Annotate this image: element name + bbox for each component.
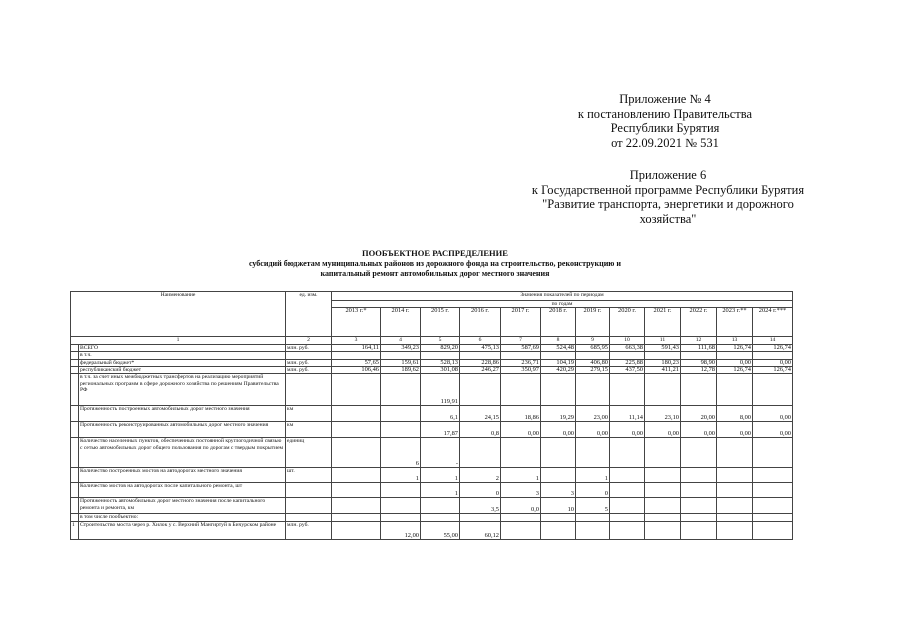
header-years-cell: по годам <box>332 301 793 308</box>
row-value-cell <box>717 438 753 468</box>
row-value-cell <box>717 468 753 483</box>
row-name-cell: Строительство моста через р. Хилок у с. Верхний Мангиртуй в Бичурском районе <box>79 522 286 540</box>
row-value-cell: 411,21 <box>645 367 681 374</box>
row-value-cell <box>332 422 381 438</box>
row-value-cell: 0,00 <box>576 422 610 438</box>
row-value-cell: 0 <box>576 483 610 498</box>
document-title-main: ПООБЪЕКТНОЕ РАСПРЕДЕЛЕНИЕ <box>362 248 508 258</box>
row-value-cell <box>332 498 381 514</box>
row-value-cell: 0,00 <box>610 422 645 438</box>
row-value-cell <box>645 438 681 468</box>
row-number-cell <box>71 359 79 366</box>
row-value-cell <box>381 374 421 406</box>
year-header-cell: 2013 г.* <box>332 308 381 337</box>
row-value-cell <box>460 352 501 359</box>
row-value-cell: 23,10 <box>645 406 681 422</box>
row-value-cell: 1 <box>576 468 610 483</box>
appendix-4-date: от 22.09.2021 № 531 <box>611 135 719 150</box>
row-value-cell <box>681 438 717 468</box>
column-number-cell: 10 <box>610 337 645 344</box>
row-value-cell: 0,00 <box>645 422 681 438</box>
row-value-cell: 2 <box>460 468 501 483</box>
row-unit-cell: млн. руб. <box>286 367 332 374</box>
row-value-cell <box>645 498 681 514</box>
row-value-cell <box>645 483 681 498</box>
row-value-cell <box>501 514 541 522</box>
row-value-cell: 180,23 <box>645 359 681 366</box>
column-number-cell: 13 <box>717 337 753 344</box>
row-value-cell: 126,74 <box>753 367 793 374</box>
table-row <box>71 422 793 438</box>
column-number-cell: 6 <box>460 337 501 344</box>
row-value-cell <box>717 483 753 498</box>
row-value-cell <box>681 522 717 540</box>
row-value-cell <box>576 514 610 522</box>
row-value-cell <box>576 374 610 406</box>
distribution-table <box>70 291 793 540</box>
appendix-6-program-name: "Развитие транспорта, энергетики и дорожного <box>542 197 794 211</box>
row-value-cell: 0,00 <box>753 422 793 438</box>
row-number-cell <box>71 438 79 468</box>
column-number-cell: 9 <box>576 337 610 344</box>
row-name-cell: республиканский бюджет <box>79 367 286 374</box>
row-value-cell: 126,74 <box>717 344 753 351</box>
column-number-cell: 12 <box>681 337 717 344</box>
row-value-cell: 587,69 <box>501 344 541 351</box>
year-header-cell: 2022 г. <box>681 308 717 337</box>
row-value-cell <box>381 406 421 422</box>
row-number-cell <box>71 483 79 498</box>
row-value-cell <box>753 522 793 540</box>
table-row <box>71 514 793 522</box>
table-row <box>71 359 793 366</box>
row-value-cell <box>753 352 793 359</box>
table-row <box>71 352 793 359</box>
row-unit-cell: км <box>286 422 332 438</box>
row-value-cell <box>610 498 645 514</box>
row-value-cell <box>753 498 793 514</box>
row-value-cell <box>501 374 541 406</box>
row-unit-cell: км <box>286 406 332 422</box>
row-name-cell: Протяженность реконструированных автомобильных дорог местного значения <box>79 422 286 438</box>
appendix-6-header <box>508 168 828 226</box>
column-number-cell: 7 <box>501 337 541 344</box>
row-value-cell <box>681 498 717 514</box>
table-row <box>71 344 793 351</box>
year-header-cell: 2015 г. <box>421 308 460 337</box>
row-value-cell <box>421 352 460 359</box>
row-value-cell: 60,12 <box>460 522 501 540</box>
row-value-cell <box>460 514 501 522</box>
row-name-cell: в т.ч. за счет иных межбюджетных трансфертов на реализацию мероприятий региональных программ в сфере дорожного хозяйства по решениям Правительства РФ <box>79 374 286 406</box>
appendix-6-title: Приложение 6 <box>629 168 707 182</box>
row-value-cell <box>501 352 541 359</box>
document-title <box>150 248 720 280</box>
year-header-cell: 2018 г. <box>541 308 576 337</box>
column-number-cell: 11 <box>645 337 681 344</box>
row-value-cell <box>645 374 681 406</box>
row-value-cell: 246,27 <box>460 367 501 374</box>
table-row <box>71 406 793 422</box>
year-header-cell: 2016 г. <box>460 308 501 337</box>
row-unit-cell: единиц <box>286 438 332 468</box>
row-value-cell <box>753 438 793 468</box>
row-value-cell <box>332 438 381 468</box>
row-value-cell: 11,14 <box>610 406 645 422</box>
row-value-cell <box>753 514 793 522</box>
row-value-cell: 3,5 <box>460 498 501 514</box>
appendix-4-title: Приложение № 4 <box>619 92 711 106</box>
row-value-cell: 591,43 <box>645 344 681 351</box>
row-value-cell <box>460 438 501 468</box>
row-value-cell: 0,00 <box>717 422 753 438</box>
row-value-cell <box>576 352 610 359</box>
row-number-cell: 1 <box>71 522 79 540</box>
row-value-cell: 189,62 <box>381 367 421 374</box>
row-value-cell <box>753 374 793 406</box>
row-name-cell: Количество населенных пунктов, обеспеченных постоянной круглогодичной связью с сетью автомобильных дорог общего пользования по дорогам с твердым покрытием <box>79 438 286 468</box>
row-unit-cell: млн. руб. <box>286 344 332 351</box>
row-value-cell: 0,8 <box>460 422 501 438</box>
year-header-cell: 2019 г. <box>576 308 610 337</box>
row-value-cell <box>541 438 576 468</box>
row-unit-cell <box>286 483 332 498</box>
row-value-cell: 0,00 <box>501 422 541 438</box>
row-value-cell: 236,71 <box>501 359 541 366</box>
year-header-cell: 2024 г.*** <box>753 308 793 337</box>
row-unit-cell <box>286 514 332 522</box>
document-title-subtitle-end: капитальный ремонт автомобильных дорог местного значения <box>320 269 550 278</box>
row-value-cell: 0,00 <box>717 359 753 366</box>
row-number-cell <box>71 422 79 438</box>
row-value-cell <box>421 514 460 522</box>
table-row <box>71 468 793 483</box>
row-name-cell: федеральный бюджет* <box>79 359 286 366</box>
row-value-cell: 524,48 <box>541 344 576 351</box>
row-name-cell: Протяженность автомобильных дорог местного значения после капитального ремонта и ремонта, км <box>79 498 286 514</box>
appendix-4-republic: Республики Бурятия <box>610 121 720 135</box>
row-value-cell: 228,86 <box>460 359 501 366</box>
row-value-cell: 0,00 <box>541 422 576 438</box>
year-header-cell: 2020 г. <box>610 308 645 337</box>
row-value-cell: 10 <box>541 498 576 514</box>
row-value-cell: 12,78 <box>681 367 717 374</box>
row-value-cell <box>541 352 576 359</box>
row-value-cell: 17,87 <box>421 422 460 438</box>
row-value-cell <box>610 483 645 498</box>
row-value-cell <box>541 468 576 483</box>
row-value-cell: 0,00 <box>753 406 793 422</box>
row-value-cell <box>541 514 576 522</box>
row-value-cell <box>681 374 717 406</box>
row-value-cell <box>332 483 381 498</box>
row-value-cell <box>541 374 576 406</box>
column-number-cell: 3 <box>332 337 381 344</box>
row-value-cell: 18,86 <box>501 406 541 422</box>
row-value-cell: 106,46 <box>332 367 381 374</box>
row-value-cell: 0,0 <box>501 498 541 514</box>
column-number-cell: 2 <box>286 337 332 344</box>
row-value-cell: 8,00 <box>717 406 753 422</box>
row-value-cell <box>576 438 610 468</box>
year-header-cell: 2021 г. <box>645 308 681 337</box>
row-value-cell <box>541 522 576 540</box>
row-value-cell: 23,00 <box>576 406 610 422</box>
row-value-cell: 350,97 <box>501 367 541 374</box>
row-unit-cell <box>286 498 332 514</box>
row-number-cell <box>71 374 79 406</box>
year-header-cell: 2017 г. <box>501 308 541 337</box>
row-value-cell <box>610 438 645 468</box>
row-value-cell: 685,95 <box>576 344 610 351</box>
row-value-cell <box>645 468 681 483</box>
row-value-cell <box>501 438 541 468</box>
row-value-cell <box>332 514 381 522</box>
row-name-cell: ВСЕГО <box>79 344 286 351</box>
header-values-cell: Значения показателей по периодам <box>332 292 793 301</box>
row-value-cell <box>332 406 381 422</box>
row-value-cell <box>421 498 460 514</box>
row-name-cell: Количество мостов на автодорогах после капитального ремонта, шт <box>79 483 286 498</box>
row-value-cell <box>717 522 753 540</box>
row-value-cell <box>332 468 381 483</box>
row-value-cell <box>717 352 753 359</box>
row-value-cell: 164,11 <box>332 344 381 351</box>
row-value-cell <box>610 374 645 406</box>
table-row <box>71 483 793 498</box>
row-value-cell: 420,29 <box>541 367 576 374</box>
row-value-cell <box>332 352 381 359</box>
row-value-cell: - <box>421 438 460 468</box>
row-value-cell: 6 <box>381 438 421 468</box>
table-row <box>71 522 793 540</box>
row-value-cell: 1 <box>421 483 460 498</box>
row-value-cell <box>645 522 681 540</box>
row-value-cell <box>717 374 753 406</box>
row-value-cell: 12,00 <box>381 522 421 540</box>
row-value-cell: 349,23 <box>381 344 421 351</box>
row-value-cell <box>332 374 381 406</box>
row-value-cell: 1 <box>501 468 541 483</box>
row-value-cell <box>717 514 753 522</box>
row-value-cell <box>381 483 421 498</box>
row-value-cell: 406,80 <box>576 359 610 366</box>
row-value-cell: 225,88 <box>610 359 645 366</box>
row-unit-cell: млн. руб. <box>286 522 332 540</box>
row-value-cell: 301,08 <box>421 367 460 374</box>
table-row <box>71 498 793 514</box>
row-value-cell <box>753 483 793 498</box>
column-number-cell: 14 <box>753 337 793 344</box>
row-number-cell <box>71 406 79 422</box>
row-name-cell: Протяженность построенных автомобильных дорог местного значения <box>79 406 286 422</box>
row-value-cell: 159,61 <box>381 359 421 366</box>
year-header-cell: 2014 г. <box>381 308 421 337</box>
appendix-6-program-name-end: хозяйства" <box>639 211 697 226</box>
column-number-cell: 1 <box>71 337 286 344</box>
row-name-cell: в т.ч. <box>79 352 286 359</box>
row-number-cell <box>71 352 79 359</box>
row-value-cell <box>717 498 753 514</box>
row-value-cell: 3 <box>541 483 576 498</box>
row-value-cell <box>460 374 501 406</box>
row-value-cell <box>753 468 793 483</box>
row-value-cell: 1 <box>381 468 421 483</box>
row-value-cell: 5 <box>576 498 610 514</box>
row-value-cell: 24,15 <box>460 406 501 422</box>
row-value-cell <box>381 514 421 522</box>
row-value-cell: 126,74 <box>753 344 793 351</box>
appendix-4-header <box>555 92 775 150</box>
row-value-cell <box>576 522 610 540</box>
column-number-cell: 5 <box>421 337 460 344</box>
row-value-cell <box>381 498 421 514</box>
row-value-cell: 119,91 <box>421 374 460 406</box>
row-unit-cell: млн. руб. <box>286 359 332 366</box>
table-row <box>71 367 793 374</box>
row-value-cell: 111,68 <box>681 344 717 351</box>
appendix-4-resolution: к постановлению Правительства <box>577 106 753 121</box>
row-number-cell <box>71 514 79 522</box>
header-name-cell: Наименование <box>71 292 286 337</box>
row-value-cell <box>681 483 717 498</box>
column-number-cell: 8 <box>541 337 576 344</box>
row-value-cell: 98,90 <box>681 359 717 366</box>
row-number-cell <box>71 498 79 514</box>
row-value-cell: 19,29 <box>541 406 576 422</box>
row-value-cell: 20,00 <box>681 406 717 422</box>
row-value-cell <box>610 468 645 483</box>
row-value-cell <box>681 468 717 483</box>
row-value-cell <box>610 352 645 359</box>
row-number-cell <box>71 344 79 351</box>
year-header-cell: 2023 г.** <box>717 308 753 337</box>
row-value-cell <box>610 514 645 522</box>
header-unit-cell: ед. изм. <box>286 292 332 337</box>
row-unit-cell <box>286 374 332 406</box>
row-value-cell: 55,00 <box>421 522 460 540</box>
row-value-cell: 6,1 <box>421 406 460 422</box>
row-unit-cell <box>286 352 332 359</box>
row-value-cell: 829,20 <box>421 344 460 351</box>
row-value-cell <box>645 514 681 522</box>
row-value-cell: 104,19 <box>541 359 576 366</box>
row-name-cell: Количество построенных мостов на автодорогах местного значения <box>79 468 286 483</box>
row-value-cell <box>381 422 421 438</box>
row-value-cell: 1 <box>421 468 460 483</box>
row-number-cell <box>71 367 79 374</box>
row-value-cell: 437,50 <box>610 367 645 374</box>
table-row <box>71 438 793 468</box>
row-value-cell: 663,38 <box>610 344 645 351</box>
row-unit-cell: шт. <box>286 468 332 483</box>
row-name-cell: в том числе пообъектно: <box>79 514 286 522</box>
row-value-cell <box>501 522 541 540</box>
row-value-cell: 3 <box>501 483 541 498</box>
row-value-cell <box>381 352 421 359</box>
appendix-6-program: к Государственной программе Республики Бурятия <box>531 182 805 197</box>
row-value-cell: 57,65 <box>332 359 381 366</box>
row-value-cell: 0,00 <box>753 359 793 366</box>
row-value-cell <box>681 514 717 522</box>
row-value-cell: 475,13 <box>460 344 501 351</box>
row-value-cell <box>681 352 717 359</box>
column-number-cell: 4 <box>381 337 421 344</box>
row-value-cell: 0 <box>460 483 501 498</box>
row-value-cell <box>645 352 681 359</box>
row-value-cell: 0,00 <box>681 422 717 438</box>
row-value-cell <box>610 522 645 540</box>
row-value-cell <box>332 522 381 540</box>
row-number-cell <box>71 468 79 483</box>
table-row <box>71 374 793 406</box>
document-title-subtitle: субсидий бюджетам муниципальных районов из дорожного фонда на строительство, реконструкцию и <box>248 258 622 268</box>
row-value-cell: 528,13 <box>421 359 460 366</box>
row-value-cell: 126,74 <box>717 367 753 374</box>
row-value-cell: 279,15 <box>576 367 610 374</box>
